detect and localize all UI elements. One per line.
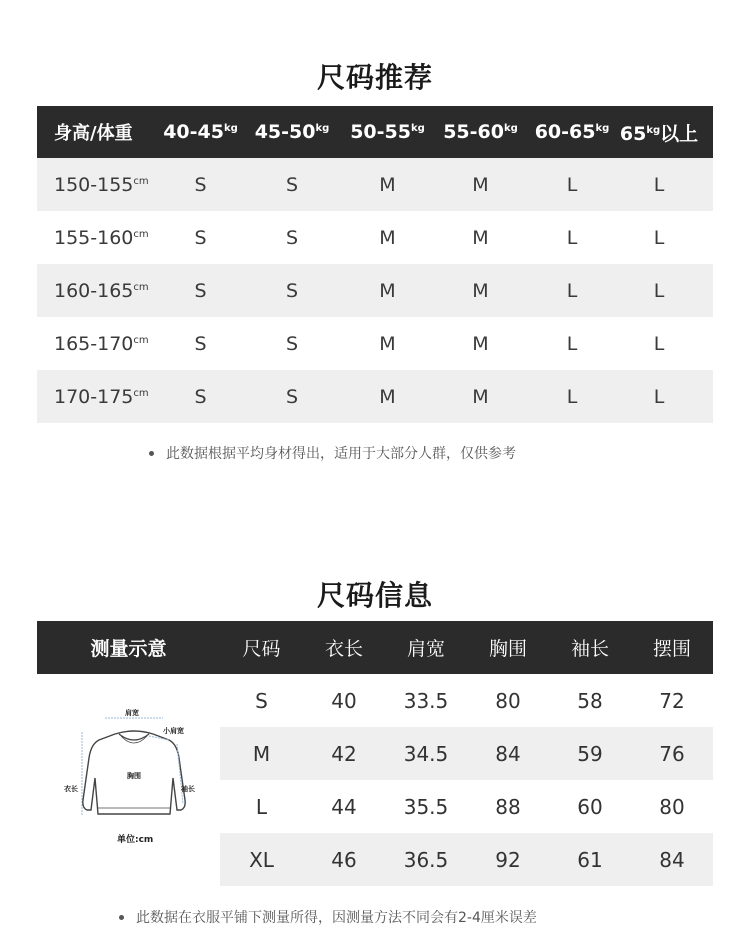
- table-row: [37, 370, 713, 423]
- height-cell: $155-160^{cm}$: [54, 226, 149, 249]
- size-cell: S: [194, 173, 207, 196]
- size-cell: XL: [249, 847, 274, 872]
- size-cell: L: [566, 226, 578, 249]
- size-cell: L: [653, 279, 665, 302]
- size-cell: M: [379, 173, 396, 196]
- size-cell: S: [194, 279, 207, 302]
- measurement-cell: 46: [331, 847, 357, 872]
- measurement-cell: 84: [659, 847, 685, 872]
- size-cell: M: [379, 226, 396, 249]
- label-length: 衣长: [64, 785, 78, 793]
- measurement-cell: 35.5: [403, 794, 449, 819]
- height-cell: $170-175^{cm}$: [54, 385, 149, 408]
- header-diagram: 测量示意: [90, 638, 167, 660]
- size-cell: L: [566, 279, 578, 302]
- label-chest: 胸围: [127, 772, 141, 780]
- table-row: [220, 727, 713, 780]
- measurement-cell: 34.5: [403, 741, 449, 766]
- measurement-cell: 58: [577, 688, 603, 713]
- header-length: 衣长: [324, 638, 363, 660]
- header-hem: 摆围: [652, 638, 691, 660]
- size-cell: M: [379, 385, 396, 408]
- measurement-cell: 40: [331, 688, 357, 713]
- measurement-cell: 80: [659, 794, 685, 819]
- size-cell: L: [653, 226, 665, 249]
- height-cell: $150-155^{cm}$: [54, 173, 149, 196]
- height-cell: $165-170^{cm}$: [54, 332, 149, 355]
- table-header: [37, 106, 713, 158]
- label-unit: 单位:cm: [117, 835, 154, 845]
- size-cell: L: [566, 173, 578, 196]
- size-cell: L: [653, 385, 665, 408]
- label-small-shoulder: 小肩宽: [163, 727, 184, 735]
- table-row: [220, 780, 713, 833]
- header-sleeve: 袖长: [570, 638, 609, 660]
- info-note: 此数据在衣服平铺下测量所得，因测量方法不同会有2-4厘米误差: [119, 907, 537, 927]
- measurement-cell: 61: [577, 847, 603, 872]
- measurement-cell: 92: [495, 847, 521, 872]
- size-cell: S: [285, 226, 299, 249]
- size-cell: L: [566, 385, 578, 408]
- label-shoulder: 肩宽: [125, 709, 139, 717]
- size-cell: S: [285, 279, 299, 302]
- header-size: 尺码: [242, 638, 281, 660]
- measurement-cell: 42: [331, 741, 357, 766]
- measurement-diagram: [37, 674, 220, 886]
- size-cell: M: [472, 279, 489, 302]
- header-chest: 胸围: [488, 638, 527, 660]
- size-cell: M: [379, 332, 396, 355]
- measurement-cell: 33.5: [403, 688, 449, 713]
- size-info-table: [37, 621, 713, 886]
- measurement-cell: 88: [495, 794, 521, 819]
- measurement-cell: 76: [659, 741, 685, 766]
- size-recommend-table: [37, 106, 713, 423]
- size-cell: M: [472, 332, 489, 355]
- bullet-dot: [119, 915, 124, 920]
- table-row: [37, 158, 713, 211]
- measurement-cell: 59: [577, 741, 603, 766]
- table-row: [37, 317, 713, 370]
- header-weight-col: $40-45^{kg}$: [163, 121, 238, 143]
- size-cell: M: [472, 173, 489, 196]
- table-row: [220, 833, 713, 886]
- size-cell: S: [285, 385, 299, 408]
- measurement-cell: 36.5: [403, 847, 449, 872]
- measurement-cell: 44: [331, 794, 357, 819]
- size-cell: S: [194, 385, 207, 408]
- label-sleeve: 袖长: [181, 785, 195, 793]
- size-cell: L: [255, 794, 268, 819]
- table-row: [220, 674, 713, 727]
- bullet-dot: [149, 451, 154, 456]
- size-cell: S: [285, 173, 299, 196]
- table-header: [37, 621, 713, 674]
- size-info-title: 尺码信息: [316, 579, 433, 612]
- header-weight-col: $55-60^{kg}$: [443, 121, 518, 143]
- header-weight-col: $45-50^{kg}$: [254, 121, 330, 143]
- measurement-cell: 60: [577, 794, 603, 819]
- table-row: [37, 264, 713, 317]
- size-cell: L: [566, 332, 578, 355]
- table-row: [37, 211, 713, 264]
- size-cell: M: [472, 385, 489, 408]
- header-shoulder: 肩宽: [406, 638, 445, 660]
- size-cell: S: [194, 226, 207, 249]
- measurement-cell: 84: [495, 741, 521, 766]
- height-cell: $160-165^{cm}$: [54, 279, 149, 302]
- size-cell: S: [255, 688, 268, 713]
- recommend-note: 此数据根据平均身材得出，适用于大部分人群，仅供参考: [149, 443, 516, 463]
- header-weight-col: $50-55^{kg}$: [350, 121, 425, 143]
- size-cell: M: [472, 226, 489, 249]
- header-height-weight: 身高/体重: [54, 123, 133, 144]
- size-cell: S: [194, 332, 207, 355]
- measurement-cell: 80: [495, 688, 521, 713]
- size-cell: M: [379, 279, 396, 302]
- measurement-cell: 72: [659, 688, 685, 713]
- size-cell: S: [285, 332, 299, 355]
- header-weight-col: $65^{kg}$以上: [619, 122, 699, 145]
- size-cell: M: [252, 741, 271, 766]
- size-cell: L: [653, 173, 665, 196]
- size-cell: L: [653, 332, 665, 355]
- size-recommend-title: 尺码推荐: [316, 61, 433, 94]
- header-weight-col: $60-65^{kg}$: [534, 121, 610, 143]
